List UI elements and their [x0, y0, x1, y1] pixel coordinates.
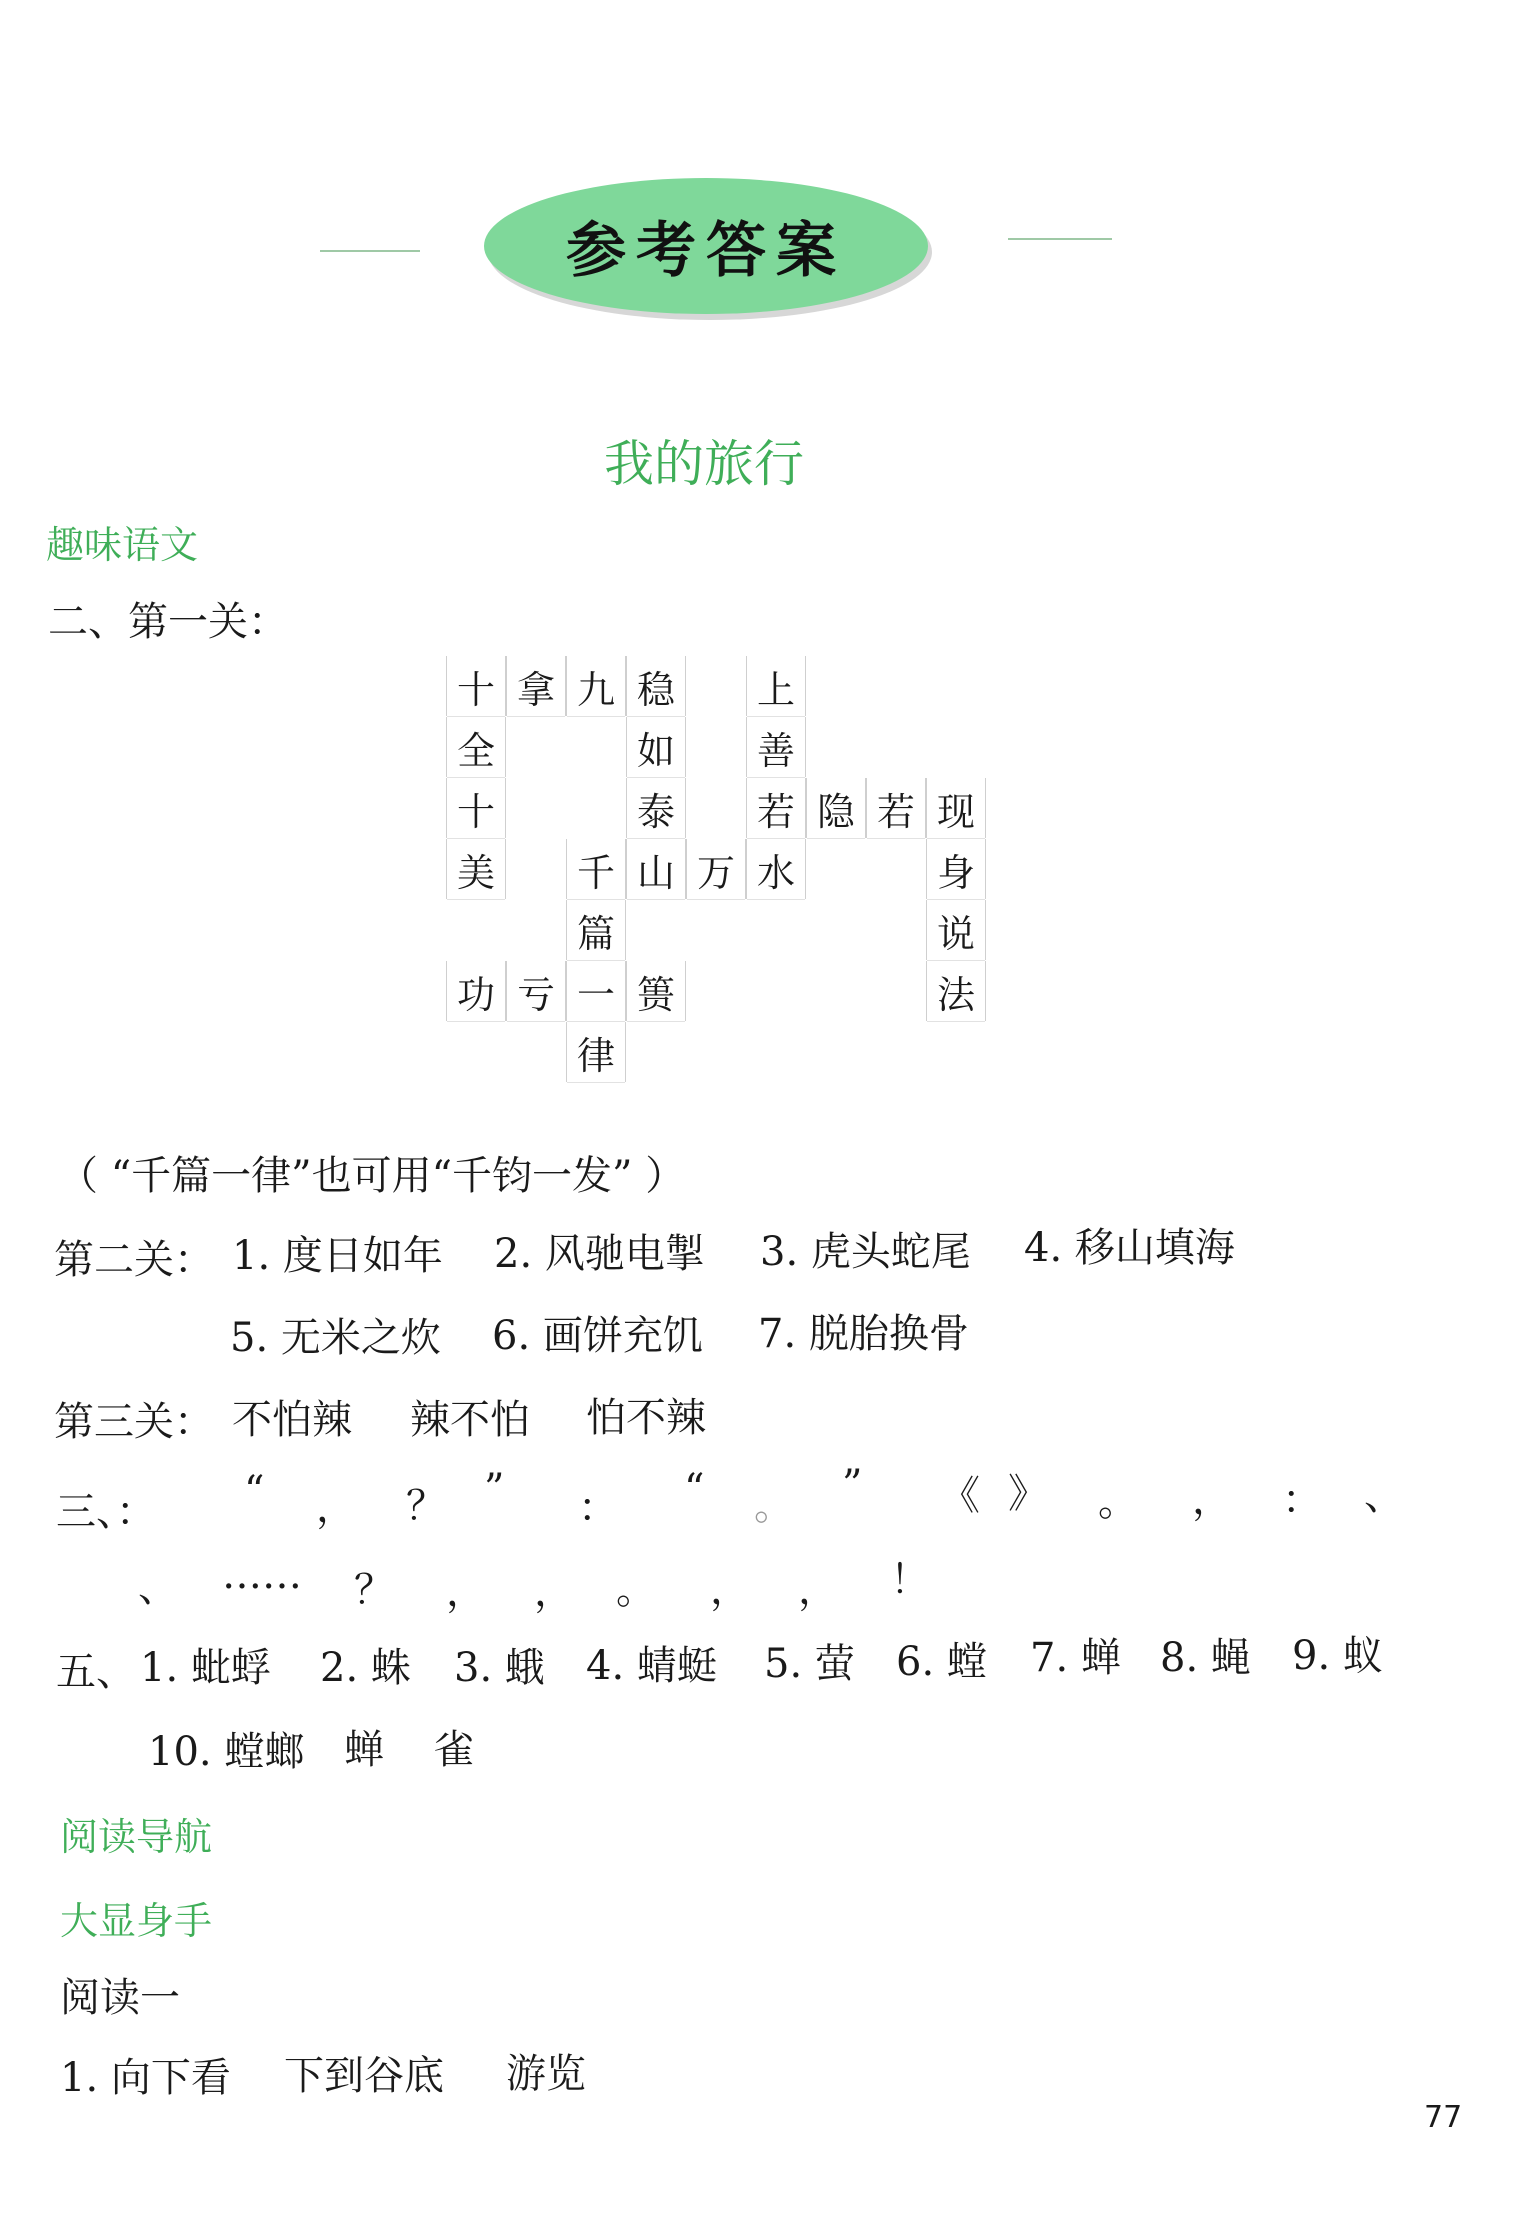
crossword-cell: 若	[866, 778, 926, 838]
crossword-cell: 全	[446, 717, 506, 777]
punct-mark: ！	[890, 1557, 930, 1603]
punct-mark: ”	[484, 1466, 505, 1512]
crossword-cell: 身	[926, 839, 986, 899]
crossword-cell: 泰	[626, 778, 686, 838]
level3-item: 辣不怕	[410, 1397, 530, 1443]
level3-label: 第三关：	[54, 1399, 214, 1445]
crossword-cell: 现	[926, 778, 986, 838]
title-left-rule	[320, 250, 420, 252]
crossword-cell: 上	[746, 656, 806, 716]
punct-mark: ”	[842, 1462, 863, 1508]
punct-mark: ，	[1192, 1477, 1232, 1523]
insects-label: 五、	[56, 1649, 136, 1695]
crossword-cell: 功	[446, 961, 506, 1021]
punct-mark: ，	[316, 1485, 356, 1531]
insect-item: 雀	[434, 1727, 474, 1773]
punct-mark: 。	[754, 1483, 794, 1529]
insect-item: 9. 蚁	[1292, 1633, 1383, 1679]
punct-mark: 、	[1364, 1473, 1404, 1519]
crossword-grid	[446, 656, 1006, 1088]
page-title: 参考答案	[566, 216, 846, 286]
punct-mark: ？	[406, 1483, 446, 1529]
crossword-cell: 善	[746, 717, 806, 777]
crossword-cell: 说	[926, 900, 986, 960]
reading-answer: 下到谷底	[284, 2053, 444, 2099]
level2-item: 3. 虎头蛇尾	[760, 1229, 971, 1275]
level2-item: 4. 移山填海	[1024, 1225, 1235, 1271]
crossword-cell: 水	[746, 839, 806, 899]
punct-mark: 。	[1098, 1479, 1138, 1525]
insect-item: 2. 蛛	[320, 1645, 411, 1691]
crossword-cell: 十	[446, 778, 506, 838]
level2-item: 1. 度日如年	[232, 1233, 443, 1279]
section-fun-chinese: 趣味语文	[46, 523, 199, 567]
level3-item: 怕不辣	[586, 1395, 706, 1441]
insect-item: 1. 蚍蜉	[140, 1645, 271, 1691]
insect-item: 5. 萤	[764, 1641, 855, 1687]
reading-answer: 1. 向下看	[60, 2055, 231, 2101]
insect-item: 3. 蛾	[454, 1645, 545, 1691]
punct-mark: 。	[616, 1567, 656, 1613]
punct-mark: ，	[534, 1569, 574, 1615]
insect-item: 蝉	[344, 1727, 384, 1773]
insect-item: 4. 蜻蜓	[586, 1643, 717, 1689]
level2-item: 7. 脱胎换骨	[758, 1311, 969, 1357]
crossword-cell: 十	[446, 656, 506, 716]
crossword-cell: 稳	[626, 656, 686, 716]
level3-item: 不怕辣	[232, 1397, 352, 1443]
page-number: 77	[1424, 2100, 1463, 2135]
crossword-intro: 二、第一关：	[48, 599, 288, 645]
punct-mark: ：	[578, 1485, 618, 1531]
punct-mark: ……	[222, 1552, 302, 1598]
section-show-skills: 大显身手	[60, 1899, 213, 1943]
crossword-cell: 千	[566, 839, 626, 899]
punct-mark: 《	[940, 1473, 980, 1519]
insect-item: 7. 蝉	[1030, 1635, 1121, 1681]
crossword-cell: 隐	[806, 778, 866, 838]
level2-label: 第二关：	[54, 1237, 214, 1283]
lesson-title: 我的旅行	[604, 435, 804, 493]
crossword-cell: 山	[626, 839, 686, 899]
title-right-rule	[1008, 238, 1112, 240]
punct-mark: ：	[1282, 1477, 1322, 1523]
crossword-cell: 律	[566, 1022, 626, 1082]
crossword-note: （ “千篇一律”也可用“千钧一发” ）	[58, 1153, 686, 1199]
crossword-cell: 若	[746, 778, 806, 838]
title-banner	[484, 178, 928, 314]
crossword-cell: 篑	[626, 961, 686, 1021]
crossword-cell: 拿	[506, 656, 566, 716]
insect-item: 8. 蝇	[1160, 1635, 1251, 1681]
reading-title: 阅读一	[60, 1975, 180, 2021]
punct-mark: ？	[354, 1567, 394, 1613]
punct-mark: 、	[138, 1565, 178, 1611]
insect-item: 10. 螳螂	[148, 1729, 305, 1775]
punct-label: 三、：	[56, 1489, 156, 1535]
insect-item: 6. 螳	[896, 1639, 987, 1685]
level2-item: 6. 画饼充饥	[492, 1313, 703, 1359]
crossword-cell: 如	[626, 717, 686, 777]
section-reading-nav: 阅读导航	[60, 1815, 213, 1859]
punct-mark: “	[244, 1468, 265, 1514]
crossword-cell: 九	[566, 656, 626, 716]
crossword-cell: 一	[566, 961, 626, 1021]
crossword-cell: 亏	[506, 961, 566, 1021]
reading-answer: 游览	[506, 2051, 586, 2097]
punct-mark: ，	[446, 1569, 486, 1615]
level2-item: 5. 无米之炊	[230, 1315, 441, 1361]
punct-mark: ，	[798, 1567, 838, 1613]
punct-mark: ，	[710, 1567, 750, 1613]
crossword-cell: 万	[686, 839, 746, 899]
punct-mark: 》	[1008, 1471, 1048, 1517]
crossword-cell: 美	[446, 839, 506, 899]
level2-item: 2. 风驰电掣	[494, 1231, 705, 1277]
punct-mark: “	[684, 1466, 705, 1512]
crossword-cell: 篇	[566, 900, 626, 960]
crossword-cell: 法	[926, 961, 986, 1021]
